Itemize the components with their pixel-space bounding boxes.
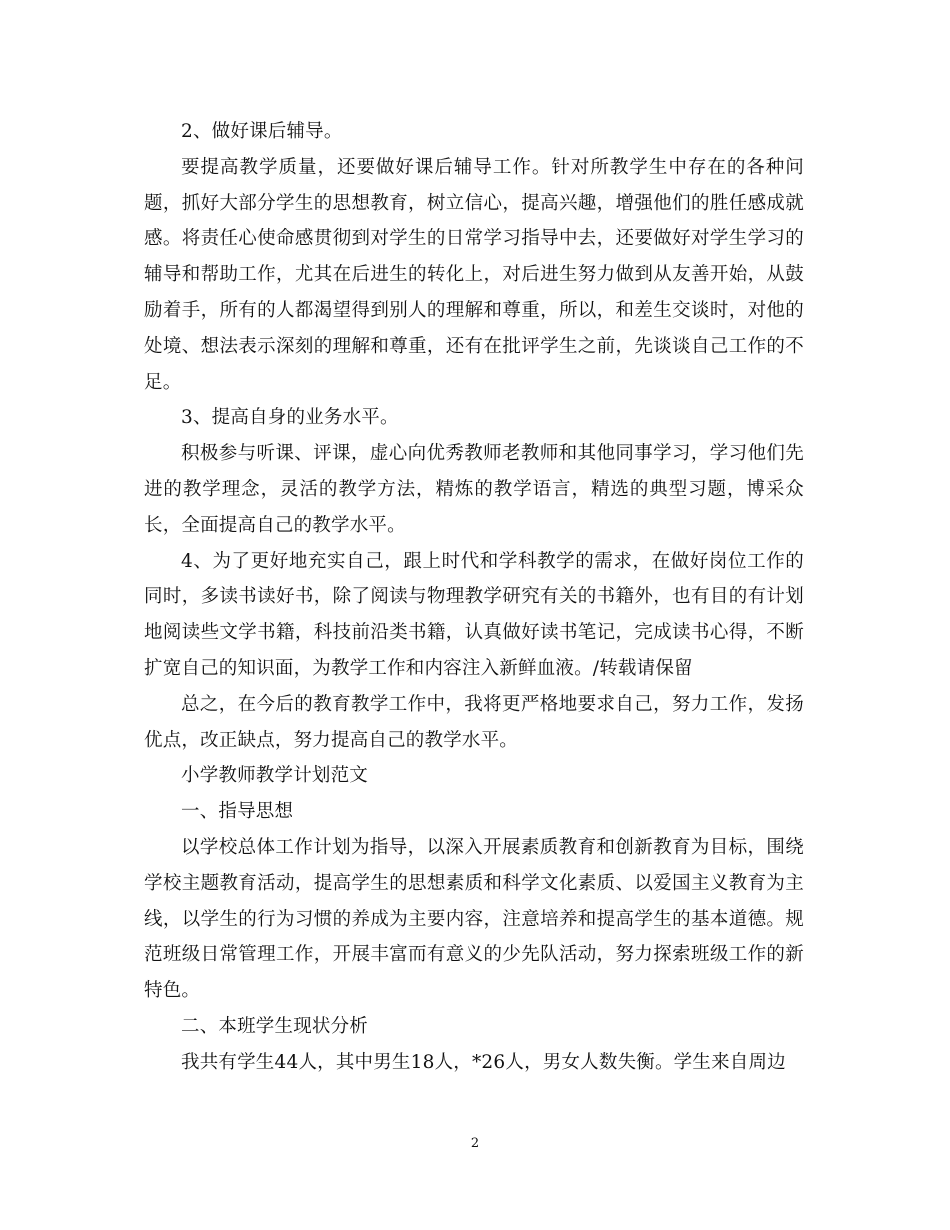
paragraph-self-improvement: 4、为了更好地充实自己，跟上时代和学科教学的需求，在做好岗位工作的同时，多读书读好书，除了阅读与物理教学研究有关的书籍外，也有目的有计划地阅读些文学书籍，科技前沿类书籍，认真做好读书笔记，完成读书心得，不断扩宽自己的知识面，为教学工作和内容注入新鲜血液。/转载请保留 — [144, 550, 804, 679]
paragraph-professional-level: 积极参与听课、评课，虚心向优秀教师老教师和其他同事学习，学习他们先进的教学理念，灵活的教学方法，精炼的教学语言，精选的典型习题，博采众长，全面提高自己的教学水平。 — [144, 443, 804, 536]
paragraph-class-analysis: 我共有学生44人，其中男生18人，*26人，男女人数失衡。学生来自周边 — [181, 1051, 786, 1073]
heading-guiding-ideology: 一、指导思想 — [181, 801, 294, 823]
subheading-professional-level: 3、提高自身的业务水平。 — [181, 407, 399, 429]
page-number: 2 — [470, 1136, 480, 1151]
heading-class-analysis: 二、本班学生现状分析 — [181, 1015, 369, 1037]
paragraph-conclusion: 总之，在今后的教育教学工作中，我将更严格地要求自己，努力工作，发扬优点，改正缺点，努力提高自己的教学水平。 — [144, 693, 804, 751]
document-body — [144, 114, 804, 1081]
subheading-after-class-tutoring: 2、做好课后辅导。 — [181, 121, 343, 142]
section-title-teaching-plan: 小学教师教学计划范文 — [181, 765, 369, 787]
paragraph-guiding-ideology: 以学校总体工作计划为指导，以深入开展素质教育和创新教育为目标，围绕学校主题教育活动，提高学生的思想素质和科学文化素质、以爱国主义教育为主线，以学生的行为习惯的养成为主要内容，注意培养和提高学生的基本道德。规范班级日常管理工作，开展丰富而有意义的少先队活动，努力探索班级工作的新特色。 — [144, 836, 804, 1002]
paragraph-after-class-tutoring: 要提高教学质量，还要做好课后辅导工作。针对所教学生中存在的各种问题，抓好大部分学生的思想教育，树立信心，提高兴趣，增强他们的胜任感成就感。将责任心使命感贯彻到对学生的日常学习指导中去，还要做好对学生学习的辅导和帮助工作，尤其在后进生的转化上，对后进生努力做到从友善开始，从鼓励着手，所有的人都渴望得到别人的理解和尊重，所以，和差生交谈时，对他的处境、想法表示深刻的理解和尊重，还有在批评学生之前，先谈谈自己工作的不足。 — [144, 156, 804, 393]
